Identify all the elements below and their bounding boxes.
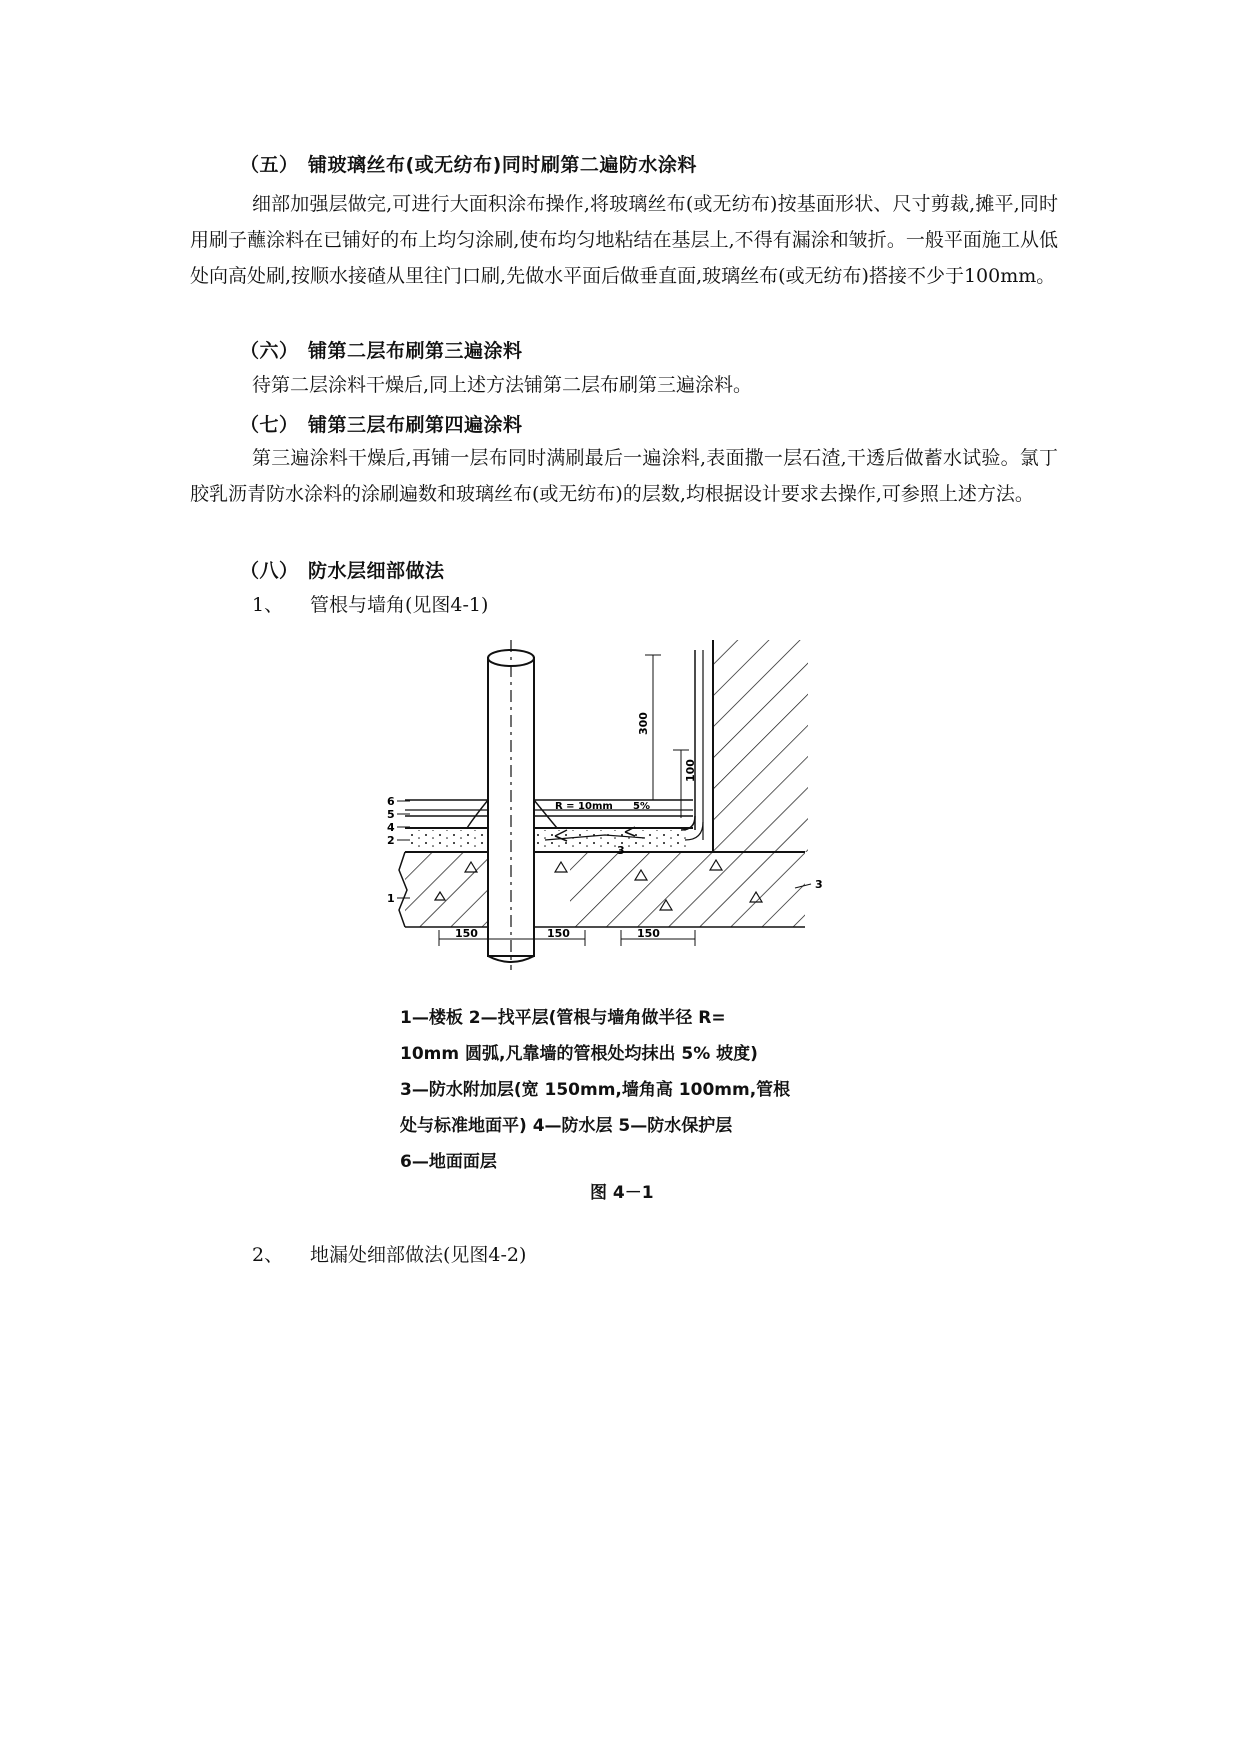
section-number: （七） [240, 414, 299, 436]
item-number: 1、 [252, 594, 284, 616]
svg-text:150: 150 [455, 927, 478, 940]
horizontal-dimensions [439, 927, 695, 946]
section-heading-8 [240, 556, 445, 583]
section-number: （五） [240, 154, 299, 176]
dim-100-label: 100 [684, 759, 697, 782]
section-heading-6 [240, 336, 523, 363]
svg-text:3: 3 [815, 878, 823, 891]
section-title: 防水层细部做法 [308, 560, 445, 582]
caption-line: 6—地面面层 [400, 1152, 497, 1172]
svg-text:6: 6 [387, 795, 395, 808]
vertical-dimensions [637, 655, 697, 818]
slope-label: 5% [633, 801, 650, 812]
svg-text:2: 2 [387, 834, 395, 847]
paragraph: 第三遍涂料干燥后,再铺一层布同时满刷最后一遍涂料,表面撒一层石渣,干透后做蓄水试验。氯丁胶乳沥青防水涂料的涂刷遍数和玻璃丝布(或无纺布)的层数,均根据设计要求去操作,可参照上述方法。 [190, 447, 1058, 505]
list-item [252, 590, 488, 617]
item-text: 管根与墙角(见图4-1) [310, 594, 489, 616]
section-heading-5 [240, 150, 697, 177]
section-title: 铺第二层布刷第三遍涂料 [308, 340, 523, 362]
svg-text:150: 150 [637, 927, 660, 940]
pipe-wall-corner-diagram [387, 640, 845, 970]
dim-300-label: 300 [637, 712, 650, 735]
figure-caption [400, 1000, 832, 1180]
svg-text:4: 4 [387, 821, 395, 834]
wall [681, 640, 808, 852]
caption-line: 10mm 圆弧,凡靠墙的管根处均抹出 5% 坡度) [400, 1044, 758, 1064]
svg-text:5: 5 [387, 808, 395, 821]
svg-text:1: 1 [387, 892, 395, 905]
svg-text:3: 3 [617, 844, 625, 857]
radius-label: R = 10mm [555, 801, 613, 812]
item-number: 2、 [252, 1244, 284, 1266]
section-number: （六） [240, 340, 299, 362]
item-text: 地漏处细部做法(见图4-2) [310, 1244, 527, 1266]
caption-line: 1—楼板 2—找平层(管根与墙角做半径 R= [400, 1008, 726, 1028]
caption-line: 3—防水附加层(宽 150mm,墙角高 100mm,管根 [400, 1080, 791, 1100]
list-item [252, 1240, 526, 1267]
section-heading-7 [240, 410, 523, 437]
svg-text:150: 150 [547, 927, 570, 940]
paragraph: 细部加强层做完,可进行大面积涂布操作,将玻璃丝布(或无纺布)按基面形状、尺寸剪裁,摊平,同时用刷子蘸涂料在已铺好的布上均匀涂刷,使布均匀地粘结在基层上,不得有漏涂和皱折。一般平面施工从低处向高处刷,按顺水接碴从里往门口刷,先做水平面后做垂直面,玻璃丝布(或无纺布)搭接不少于100mm。 [190, 193, 1058, 287]
section-title: 铺玻璃丝布(或无纺布)同时刷第二遍防水涂料 [308, 154, 697, 176]
paragraph: 待第二层涂料干燥后,同上述方法铺第二层布刷第三遍涂料。 [252, 374, 753, 396]
section-title: 铺第三层布刷第四遍涂料 [308, 414, 523, 436]
floor-slab [399, 845, 805, 935]
figure-number: 图 4－1 [590, 1183, 654, 1203]
caption-line: 处与标准地面平) 4—防水层 5—防水保护层 [400, 1116, 733, 1136]
section-number: （八） [240, 560, 299, 582]
